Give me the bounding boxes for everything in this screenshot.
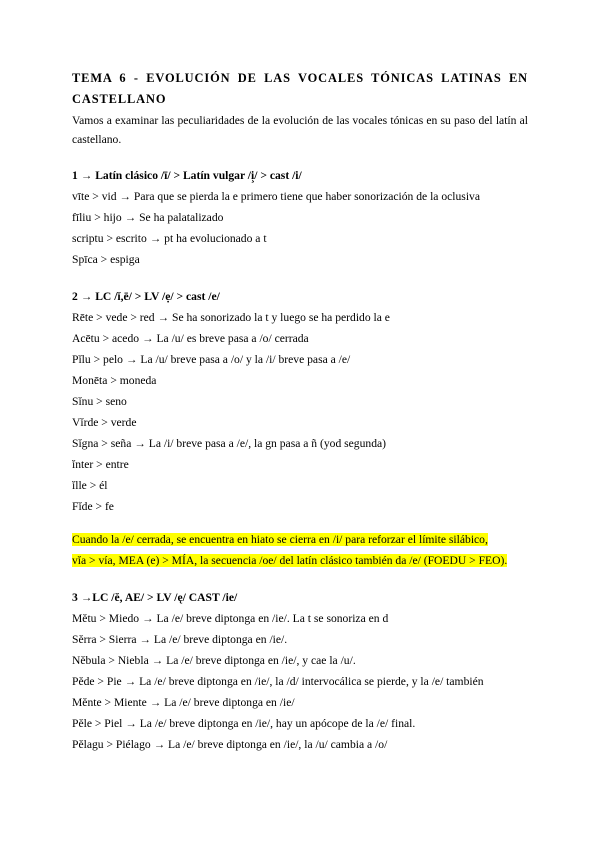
example-line: Sĭnu > seno — [72, 395, 127, 408]
intro-paragraph: Vamos a examinar las peculiaridades de la evolución de las vocales tónicas en su paso del latín al castellano. — [72, 114, 528, 146]
example-line: Mĕtu > Miedo → La /e/ breve diptonga en /ie/. La t se sonoriza en d — [72, 612, 389, 625]
section-heading: 1 → Latín clásico /ī/ > Latín vulgar /i̧/ > cast /i/ — [72, 169, 302, 182]
section-2 — [72, 286, 528, 517]
example-line: ĭlle > él — [72, 479, 108, 492]
highlighted-text: Cuando la /e/ cerrada, se encuentra en hiato se cierra en /i/ para reforzar el límite silábico, — [72, 533, 488, 546]
example-line: Acētu > acedo → La /u/ es breve pasa a /o/ cerrada — [72, 332, 309, 345]
example-line: Pĕde > Pie → La /e/ breve diptonga en /ie/, la /d/ intervocálica se pierde, y la /e/ también — [72, 675, 484, 688]
example-line: Pĕlagu > Piélago → La /e/ breve diptonga en /ie/, la /u/ cambia a /o/ — [72, 738, 388, 751]
example-line: Mĕnte > Miente → La /e/ breve diptonga en /ie/ — [72, 696, 295, 709]
example-line: fīliu > hijo → Se ha palatalizado — [72, 211, 224, 224]
example-line: Fĭde > fe — [72, 500, 114, 513]
section-1 — [72, 165, 528, 270]
section-heading: 3 →LC /ĕ, AE/ > LV /ę/ CAST /ie/ — [72, 591, 238, 604]
example-line: Spīca > espiga — [72, 253, 140, 266]
example-line: Pĭlu > pelo → La /u/ breve pasa a /o/ y la /i/ breve pasa a /e/ — [72, 353, 351, 366]
example-line: Monēta > moneda — [72, 374, 157, 387]
example-line: vīte > vid → Para que se pierda la e primero tiene que haber sonorización de la oclusiva — [72, 190, 480, 203]
example-line: ĭnter > entre — [72, 458, 129, 471]
example-line: Sĭgna > seña → La /i/ breve pasa a /e/, la gn pasa a ñ (yod segunda) — [72, 437, 386, 450]
document-body — [72, 68, 528, 755]
example-line: Vĭrde > verde — [72, 416, 137, 429]
document-title: TEMA 6 - EVOLUCIÓN DE LAS VOCALES TÓNICAS LATINAS EN CASTELLANO — [72, 71, 528, 106]
highlighted-text: vĭa > vía, MEA (e) > MÍA, la secuencia /oe/ del latín clásico también da /e/ (FOEDU > FEO). — [72, 554, 508, 567]
example-line: Rēte > vede > red → Se ha sonorizado la t y luego se ha perdido la e — [72, 311, 390, 324]
highlighted-note — [72, 529, 528, 571]
example-line: scriptu > escrito → pt ha evolucionado a t — [72, 232, 267, 245]
example-line: Sĕrra > Sierra → La /e/ breve diptonga en /ie/. — [72, 633, 288, 646]
example-line: Nĕbula > Niebla → La /e/ breve diptonga en /ie/, y cae la /u/. — [72, 654, 356, 667]
section-heading: 2 → LC /ĭ,ē/ > LV /ẹ/ > cast /e/ — [72, 290, 220, 303]
section-3 — [72, 587, 528, 755]
example-line: Pĕle > Piel → La /e/ breve diptonga en /ie/, hay un apócope de la /e/ final. — [72, 717, 416, 730]
